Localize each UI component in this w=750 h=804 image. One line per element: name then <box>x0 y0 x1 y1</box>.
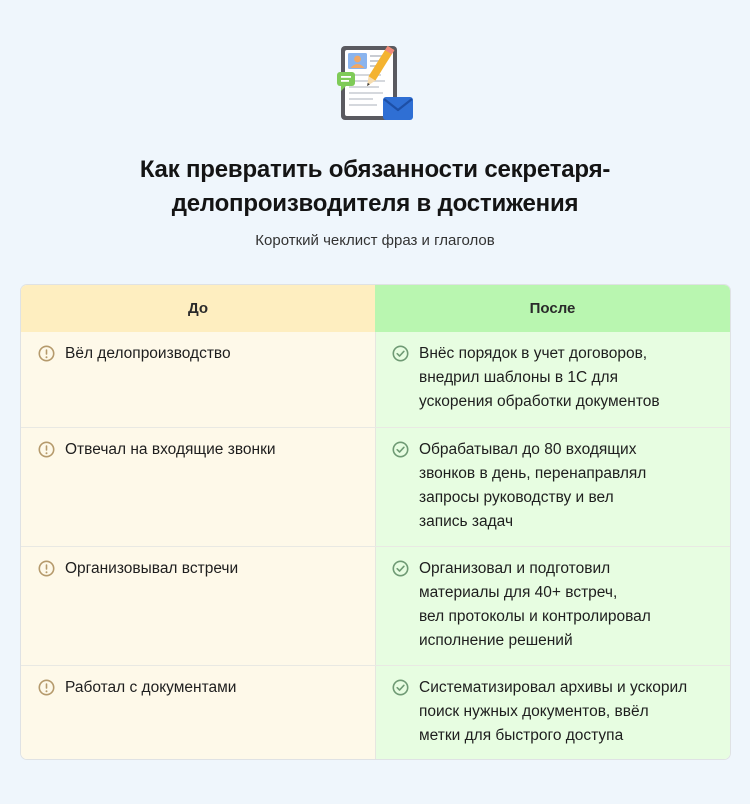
warning-circle-icon <box>38 441 55 458</box>
warning-circle-icon <box>38 560 55 577</box>
after-cell-line: запись задач <box>419 513 514 530</box>
after-cell-line: Внёс порядок в учет договоров, <box>419 345 648 362</box>
check-circle-icon <box>392 345 409 362</box>
after-cell-line: Организовал и подготовил <box>419 560 611 577</box>
table-row <box>21 427 730 546</box>
before-cell: Работал с документами <box>65 679 237 696</box>
table-row <box>21 332 730 427</box>
after-cell-line: внедрил шаблоны в 1С для <box>419 369 618 386</box>
after-cell-line: ускорения обработки документов <box>419 393 660 410</box>
before-cell: Отвечал на входящие звонки <box>65 441 276 458</box>
document-pencil-envelope-icon <box>333 42 417 126</box>
check-circle-icon <box>392 560 409 577</box>
after-cell-line: вел протоколы и контролировал <box>419 608 651 625</box>
after-cell-line: звонков в день, перенаправлял <box>419 465 647 482</box>
before-after-table <box>20 284 731 760</box>
page-subtitle: Короткий чеклист фраз и глаголов <box>255 232 495 249</box>
warning-circle-icon <box>38 679 55 696</box>
before-column-header: До <box>21 285 375 332</box>
after-cell-line: исполнение решений <box>419 632 573 649</box>
after-cell <box>419 666 719 748</box>
page-title <box>0 153 750 221</box>
after-cell-line: метки для быстрого доступа <box>419 727 624 744</box>
check-circle-icon <box>392 441 409 458</box>
after-cell <box>419 332 719 414</box>
after-cell-line: поиск нужных документов, ввёл <box>419 703 649 720</box>
warning-circle-icon <box>38 345 55 362</box>
table-row <box>21 665 730 760</box>
before-cell: Вёл делопроизводство <box>65 345 231 362</box>
after-cell <box>419 428 719 534</box>
after-cell-line: Систематизировал архивы и ускорил <box>419 679 688 696</box>
page-title-line-1: Как превратить обязанности секретаря- <box>139 156 611 183</box>
after-column-header: После <box>375 285 730 332</box>
check-circle-icon <box>392 679 409 696</box>
table-row <box>21 546 730 665</box>
after-cell-line: материалы для 40+ встреч, <box>419 584 618 601</box>
page-title-line-2: делопроизводителя в достижения <box>171 190 579 217</box>
after-cell-line: Обрабатывал до 80 входящих <box>419 441 637 458</box>
after-cell <box>419 547 719 653</box>
after-cell-line: запросы руководству и вел <box>419 489 614 506</box>
before-cell: Организовывал встречи <box>65 560 239 577</box>
